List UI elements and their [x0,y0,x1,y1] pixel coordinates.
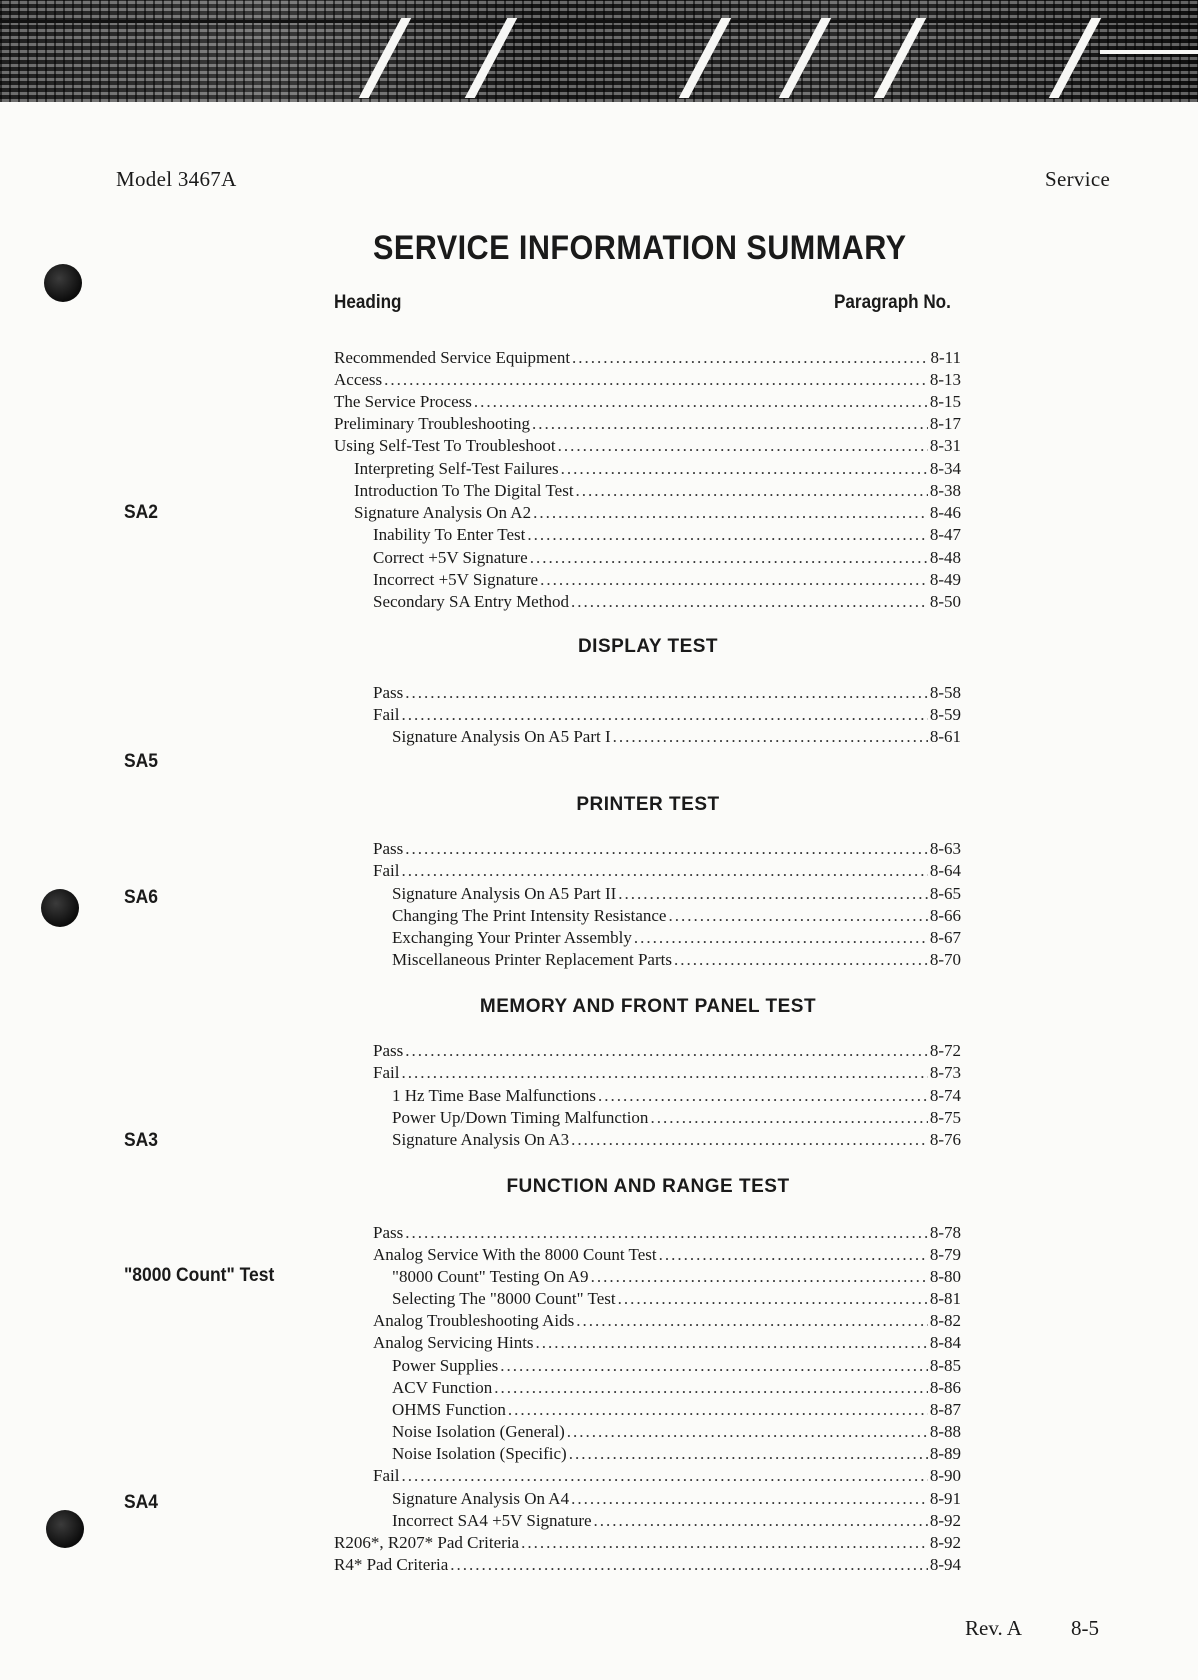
toc-entry: Noise Isolation (Specific) ..... 8-89 [392,1443,961,1465]
binder-hole-icon [44,264,82,302]
toc-entry: Pass ..... 8-72 [373,1040,961,1062]
page-number: 8-5 [1071,1616,1099,1640]
toc-entry: Selecting The "8000 Count" Test ..... 8-81 [392,1288,961,1310]
page-title: SERVICE INFORMATION SUMMARY [373,229,907,267]
toc-entry: Introduction To The Digital Test ..... 8-38 [354,480,961,502]
section-header: Service [1045,167,1111,191]
toc-entry: Noise Isolation (General) ..... 8-88 [392,1421,961,1443]
heading-column-label: Heading [334,292,402,313]
section-title: DISPLAY TEST [577,636,719,657]
model-header: Model 3467A [116,167,237,191]
toc-entry: Inability To Enter Test ..... 8-47 [373,524,961,546]
scan-stripe [465,18,518,98]
toc-entry: Miscellaneous Printer Replacement Parts ..... 8-70 [392,949,961,971]
scan-line [0,20,1198,23]
toc-entry: ACV Function ..... 8-86 [392,1377,961,1399]
toc-entry: Pass ..... 8-58 [373,682,961,704]
toc-entry: Analog Servicing Hints ..... 8-84 [373,1332,961,1354]
binder-hole-icon [41,889,79,927]
toc-entry: 1 Hz Time Base Malfunctions ..... 8-74 [392,1085,961,1107]
scan-stripe [779,18,832,98]
toc-entry: Access ..... 8-13 [334,369,961,391]
toc-entry: Power Supplies ..... 8-85 [392,1355,961,1377]
scanned-header-band [0,0,1198,102]
toc-entry: Pass ..... 8-78 [373,1222,961,1244]
side-label: SA2 [124,502,159,523]
scan-stripe [679,18,732,98]
side-label: "8000 Count" Test [124,1265,275,1286]
toc-entry: Signature Analysis On A4 ..... 8-91 [392,1488,961,1510]
toc-entry: Recommended Service Equipment ..... 8-11 [334,347,961,369]
toc-entry: Incorrect SA4 +5V Signature ..... 8-92 [392,1510,961,1532]
section-title: FUNCTION AND RANGE TEST [506,1176,790,1197]
toc-entry: Incorrect +5V Signature ..... 8-49 [373,569,961,591]
toc-entry: Exchanging Your Printer Assembly ..... 8-67 [392,927,961,949]
toc-entry: Signature Analysis On A2 ..... 8-46 [354,502,961,524]
side-label: SA6 [124,887,159,908]
paragraph-column-label: Paragraph No. [834,292,951,313]
toc-entry: Secondary SA Entry Method ..... 8-50 [373,591,961,613]
toc-entry: Fail ..... 8-59 [373,704,961,726]
toc-entry: "8000 Count" Testing On A9 ..... 8-80 [392,1266,961,1288]
revision-label: Rev. A [965,1616,1022,1640]
side-label: SA5 [124,751,159,772]
toc-entry: Signature Analysis On A5 Part II ..... 8-65 [392,883,961,905]
toc-entry: The Service Process ..... 8-15 [334,391,961,413]
toc-entry: Preliminary Troubleshooting ..... 8-17 [334,413,961,435]
toc-entry: Signature Analysis On A3 ..... 8-76 [392,1129,961,1151]
toc-entry: R4* Pad Criteria ..... 8-94 [334,1554,961,1576]
scan-stripe [1049,18,1102,98]
toc-entry: Interpreting Self-Test Failures ..... 8-34 [354,458,961,480]
toc-entry: Analog Service With the 8000 Count Test ..... 8-79 [373,1244,961,1266]
scan-stripe [874,18,927,98]
binder-hole-icon [46,1510,84,1548]
toc-entry: Analog Troubleshooting Aids ..... 8-82 [373,1310,961,1332]
toc-entry: OHMS Function ..... 8-87 [392,1399,961,1421]
toc-entry: Fail ..... 8-73 [373,1062,961,1084]
toc-entry: R206*, R207* Pad Criteria ..... 8-92 [334,1532,961,1554]
toc-entry: Correct +5V Signature ..... 8-48 [373,547,961,569]
toc-entry: Fail ..... 8-64 [373,860,961,882]
side-label: SA3 [124,1130,159,1151]
toc-entry: Fail ..... 8-90 [373,1465,961,1487]
toc-entry: Signature Analysis On A5 Part I ..... 8-61 [392,726,961,748]
scan-bar [1100,50,1198,54]
toc-entry: Using Self-Test To Troubleshoot ..... 8-31 [334,435,961,457]
toc-entry: Changing The Print Intensity Resistance ..... 8-66 [392,905,961,927]
side-label: SA4 [124,1492,159,1513]
toc-entry: Power Up/Down Timing Malfunction ..... 8-75 [392,1107,961,1129]
section-title: PRINTER TEST [576,794,720,815]
toc-entry: Pass ..... 8-63 [373,838,961,860]
section-title: MEMORY AND FRONT PANEL TEST [479,996,817,1017]
scan-stripe [359,18,412,98]
